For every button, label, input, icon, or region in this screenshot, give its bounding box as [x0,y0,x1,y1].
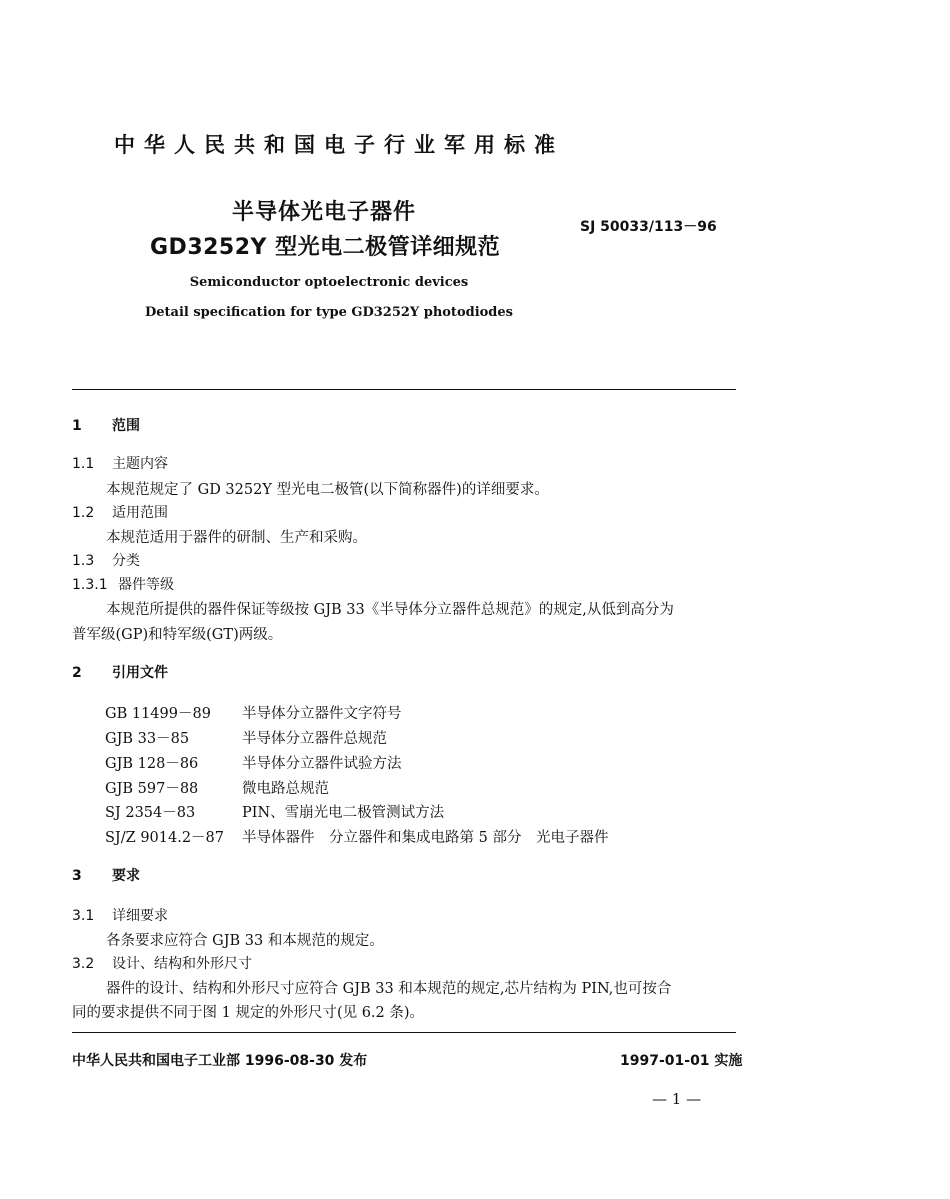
section-1-2-heading [72,502,168,522]
section-number: 1 [72,418,82,434]
section-number: 3.1 [72,908,95,924]
reference-title: 半导体分立器件总规范 [242,731,387,747]
section-1-1-text: 本规范规定了 GD 3252Y 型光电二极管(以下简称器件)的详细要求。 [106,482,549,498]
section-number: 1.2 [72,505,95,521]
effective-date: 1997-01-01 实施 [620,1053,743,1069]
page-number: — 1 — [652,1090,702,1108]
section-3-2-heading [72,953,252,973]
section-title: 器件等级 [118,577,174,593]
issue-date: 中华人民共和国电子工业部 1996-08-30 发布 [72,1053,368,1069]
section-number: 3 [72,868,82,884]
section-1-2-text: 本规范适用于器件的研制、生产和采购。 [106,530,367,546]
standard-title-en-line-2: Detail specification for type GD3252Y photodiodes [144,305,513,320]
reference-title: 半导体分立器件文字符号 [242,706,402,722]
section-title: 详细要求 [112,908,168,924]
section-1-3-1-heading [72,574,174,594]
section-3-1-heading [72,905,168,925]
section-title: 引用文件 [112,665,168,681]
section-2-heading [72,662,168,682]
reference-code: SJ/Z 9014.2－87 [105,830,225,846]
section-number: 2 [72,665,82,681]
reference-code: GJB 597－88 [105,781,199,797]
header-divider [72,389,736,390]
reference-code: GJB 33－85 [105,731,190,747]
standard-number: SJ 50033/113－96 [580,219,717,235]
reference-code: SJ 2354－83 [105,805,196,821]
section-3-2-text-line-2: 同的要求提供不同于图 1 规定的外形尺寸(见 6.2 条)。 [72,1005,425,1021]
standard-title-en-line-1: Semiconductor optoelectronic devices [189,275,469,290]
reference-code: GJB 128－86 [105,756,199,772]
footer-divider [72,1032,736,1033]
section-number: 3.2 [72,956,95,972]
issuing-agency-title: 中华人民共和国电子行业军用标准 [114,133,564,157]
reference-title: 半导体分立器件试验方法 [242,756,402,772]
section-number: 1.1 [72,456,95,472]
section-3-2-text-line-1: 器件的设计、结构和外形尺寸应符合 GJB 33 和本规范的规定,芯片结构为 PIN,也可按合 [106,981,672,997]
section-1-3-heading [72,550,140,570]
section-title: 主题内容 [112,456,168,472]
section-1-3-1-text-line-2: 普军级(GP)和特军级(GT)两级。 [72,627,283,643]
section-number: 1.3.1 [72,577,108,593]
standard-title-cn-line-2: GD3252Y 型光电二极管详细规范 [150,235,501,260]
section-3-1-text: 各条要求应符合 GJB 33 和本规范的规定。 [106,933,384,949]
section-1-3-1-text-line-1: 本规范所提供的器件保证等级按 GJB 33《半导体分立器件总规范》的规定,从低到高分为 [106,602,674,618]
section-1-heading [72,415,140,435]
standard-title-cn-line-1: 半导体光电子器件 [232,200,417,225]
section-title: 范围 [112,418,140,434]
reference-title: PIN、雪崩光电二极管测试方法 [242,805,445,821]
section-title: 分类 [112,553,140,569]
reference-code: GB 11499－89 [105,706,211,722]
section-title: 适用范围 [112,505,168,521]
section-title: 要求 [112,868,140,884]
section-3-heading [72,865,140,885]
section-1-1-heading [72,453,168,473]
reference-title: 微电路总规范 [242,781,329,797]
section-title: 设计、结构和外形尺寸 [112,956,252,972]
section-number: 1.3 [72,553,95,569]
reference-title: 半导体器件 分立器件和集成电路第 5 部分 光电子器件 [242,830,609,846]
